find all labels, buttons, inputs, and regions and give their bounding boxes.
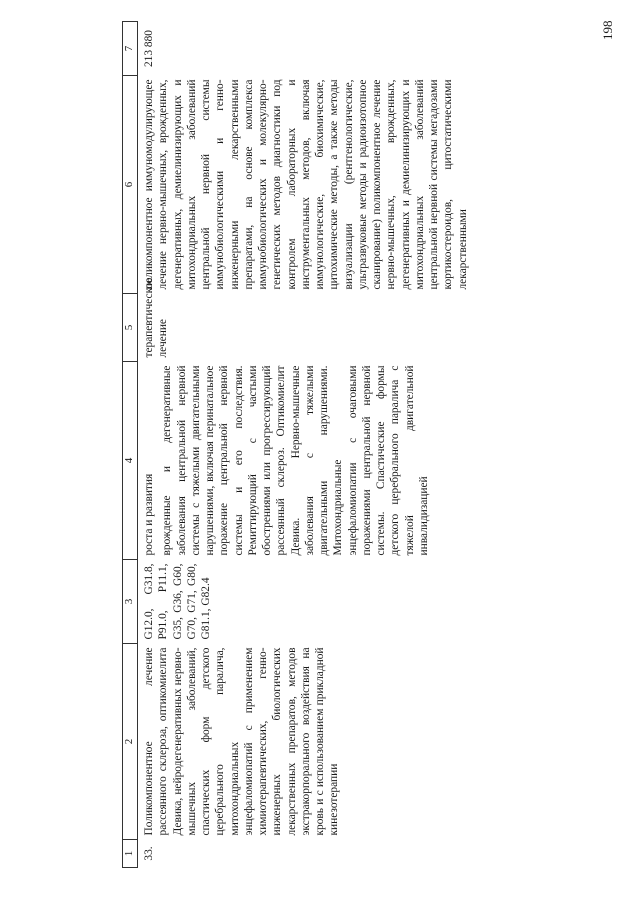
treatment-method bbox=[138, 76, 621, 294]
header-col-6: 6 bbox=[123, 76, 138, 294]
care-name bbox=[138, 644, 621, 840]
icd-codes-text: G12.0, G31.8, P91.0, P11.1, G35, G36, G60, G70, G71, G80, G81.1, G82.4 bbox=[143, 563, 212, 640]
patient-model bbox=[138, 362, 621, 560]
header-col-2: 2 bbox=[123, 644, 138, 840]
patient-model-text: врожденные и дегенеративные заболевания центральной нервной системы с тяжелыми двигательными нарушениями, включая перинатальное поражение центральной нервной системы и его последствия. Ремиттирующий с частыми обострениями или прогрессирующий рассеянный склероз. Оптикомиелит Девика. Нервно-мышечные заболевания с тяжелыми двигательными нарушениями. Митохондриальные энцефаломиопатии с очаговыми поражениями центральной нервной системы. Спастические формы детского церебрального паралича с тяжелой двигательной инвалидизацией bbox=[161, 365, 430, 556]
treatment-type bbox=[138, 277, 621, 362]
treatment-type-text: терапевтическое лечение bbox=[143, 277, 170, 358]
table-row bbox=[138, 22, 621, 868]
header-col-7: 7 bbox=[123, 22, 138, 76]
page-number: 198 bbox=[600, 20, 615, 40]
icd-codes bbox=[138, 560, 621, 644]
cost: 213 880 bbox=[143, 29, 155, 68]
row-number: 33. bbox=[143, 846, 155, 861]
medical-care-table bbox=[122, 21, 620, 868]
header-col-5: 5 bbox=[123, 294, 138, 362]
header-col-1: 1 bbox=[123, 840, 138, 868]
header-row bbox=[123, 22, 138, 868]
patient-model-prefix: роста и развития bbox=[143, 473, 155, 556]
header-col-4: 4 bbox=[123, 362, 138, 560]
rotated-table-container bbox=[122, 22, 620, 868]
table-header bbox=[123, 22, 138, 868]
care-name-text: Поликомпонентное лечение рассеянного склероза, оптикомиелита Девика, нейродегенеративных нервно-мышечных заболеваний, спастических форм детского церебрального паралича, митохондриальных энцефаломиопатий с применением химиотерапевтических, генно-инженерных биологических лекарственных препаратов, методов экстракорпорального воздействия на кровь и с использованием прикладной кинезотерапии bbox=[143, 647, 341, 836]
treatment-method-text: поликомпонентное иммуномодулирующее лечение нервно-мышечных, врожденных, дегенеративных, демиелинизирующих и митохондриальных заболеваний центральной нервной системы иммунобиологическими и генно-инженерными лекарственными препаратами, на основе комплекса иммунобиологических и молекулярно-генетических методов диагностики под контролем лабораторных и инструментальных методов, включая иммунологические, биохимические, цитохимические методы, а также методы визуализации (рентгенологические, ультразвуковые методы и радиоизотопное сканирование) поликомпонентное лечение нервно-мышечных, врожденных, дегенеративных и демиелинизирующих и митохондриальных заболеваний центральной нервной системы мегадозами кортикостероидов, цитостатическими лекарственными bbox=[143, 79, 469, 290]
header-col-3: 3 bbox=[123, 560, 138, 644]
